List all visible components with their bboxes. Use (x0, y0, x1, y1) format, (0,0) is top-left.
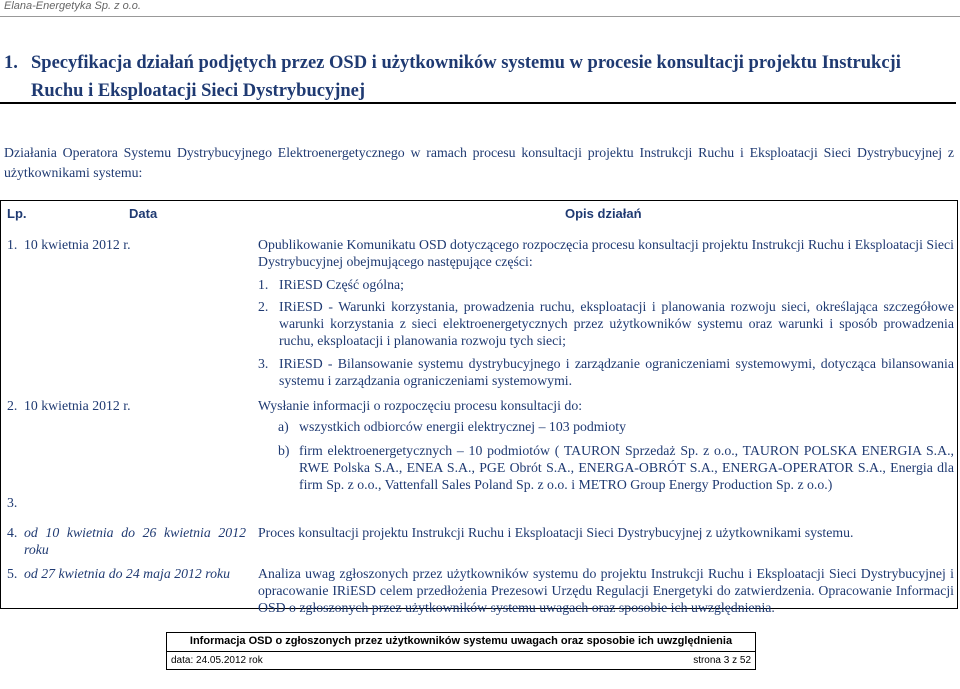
row-1-item-2 (258, 298, 954, 349)
item-text: wszystkich odbiorców energii elektrycznej – 103 podmioty (299, 419, 626, 434)
table-border-right (957, 200, 958, 608)
row-1-item-3 (258, 355, 954, 389)
row-4-description: Proces konsultacji projektu Instrukcji Ruchu i Eksploatacji Sieci Dystrybucyjnej z użytkownikami systemu. (258, 525, 854, 540)
intro-paragraph: Działania Operatora Systemu Dystrybucyjnego Elektroenergetycznego w ramach procesu konsultacji projektu Instrukcji Ruchu i Eksploatacji Sieci Dystrybucyjnej z użytkownikami systemu: (4, 145, 954, 180)
header-divider (0, 16, 960, 17)
row-5-lp: 5. (7, 566, 18, 581)
row-1-description: Opublikowanie Komunikatu OSD dotyczącego rozpoczęcia procesu konsultacji projektu Instrukcji Ruchu i Eksploatacji Sieci Dystrybucyjnej obejmującego następujące części: (258, 237, 954, 269)
item-text: IRiESD - Warunki korzystania, prowadzenia ruchu, eksploatacji i planowania rozwoju sieci, określająca szczegółowe warunki korzystania z sieci elektroenergetycznych przez użytkowników systemu oraz warunki i sposób prowadzenia ruchu, eksploatacji i planowania rozwoju tych sieci; (279, 299, 954, 348)
row-1-item-1 (258, 276, 954, 293)
row-2-date: 10 kwietnia 2012 r. (24, 398, 131, 413)
section-number: 1. (4, 53, 18, 73)
item-text: firm elektroenergetycznych – 10 podmiotów ( TAURON Sprzedaż Sp. z o.o., TAURON POLSKA ENERGIA S.A., RWE Polska S.A., ENEA S.A., PGE Obrót S.A., ENERGA-OBRÓT S.A., ENERGA-OPERATOR S.A., Energia dla firm Sp. z o.o., Vattenfall Sales Poland Sp. z o.o. i METRO Group Energy Production Sp. z o.o.) (299, 443, 954, 492)
item-text: IRiESD - Bilansowanie systemu dystrybucyjnego i zarządzanie ograniczeniami systemowymi, dotycząca bilansowania systemu i zarządzania ograniczeniami systemowymi. (279, 356, 954, 388)
item-letter: a) (278, 419, 289, 434)
item-number: 3. (258, 356, 269, 371)
section-title-line-1: Specyfikacja działań podjętych przez OSD i użytkowników systemu w procesie konsultacji projektu Instrukcji (31, 53, 901, 73)
footer-title: Informacja OSD o zgłoszonych przez użytkowników systemu uwagach oraz sposobie ich uwzględnienia (189, 635, 733, 647)
item-text: IRiESD Część ogólna; (279, 277, 404, 292)
page-footer (166, 632, 756, 670)
row-2-description: Wysłanie informacji o rozpoczęciu procesu konsultacji do: (258, 398, 583, 413)
row-2-lp: 2. (7, 398, 18, 413)
table-border-left (0, 200, 1, 608)
section-heading (4, 49, 954, 105)
row-5-date: od 27 kwietnia do 24 maja 2012 roku (24, 566, 231, 581)
item-number: 2. (258, 299, 269, 314)
footer-page-number: strona 3 z 52 (693, 655, 751, 666)
footer-date: data: 24.05.2012 rok (171, 655, 263, 666)
column-header-lp: Lp. (7, 206, 27, 221)
row-1-date: 10 kwietnia 2012 r. (24, 237, 131, 252)
row-3-lp: 3. (7, 495, 18, 510)
column-header-date: Data (129, 206, 158, 221)
row-5-description: Analiza uwag zgłoszonych przez użytkowników systemu do projektu Instrukcji Ruchu i Eksploatacji Sieci Dystrybucyjnej i opracowanie IRiESD celem przedłożenia Prezesowi Urzędu Regulacji Energetyki do zatwierdzenia. Opracowanie Informacji OSD o zgłoszonych przez użytkowników systemu uwagach oraz sposobie ich uwzględnienia. (258, 566, 954, 615)
item-letter: b) (278, 443, 290, 458)
table-border-top (0, 200, 958, 201)
section-title-line-2: Ruchu i Eksploatacji Sieci Dystrybucyjnej (31, 81, 366, 101)
column-header-desc: Opis działań (565, 206, 642, 221)
row-1-lp: 1. (7, 237, 18, 252)
item-number: 1. (258, 277, 269, 292)
row-2-item-b (278, 442, 954, 493)
heading-divider (0, 102, 956, 104)
row-2-item-a (278, 418, 954, 435)
row-4-date: od 10 kwietnia do 26 kwietnia 2012 roku (24, 525, 246, 557)
company-name: Elana-Energetyka Sp. z o.o. (4, 0, 141, 12)
footer-divider (167, 651, 755, 652)
row-4-lp: 4. (7, 525, 18, 540)
